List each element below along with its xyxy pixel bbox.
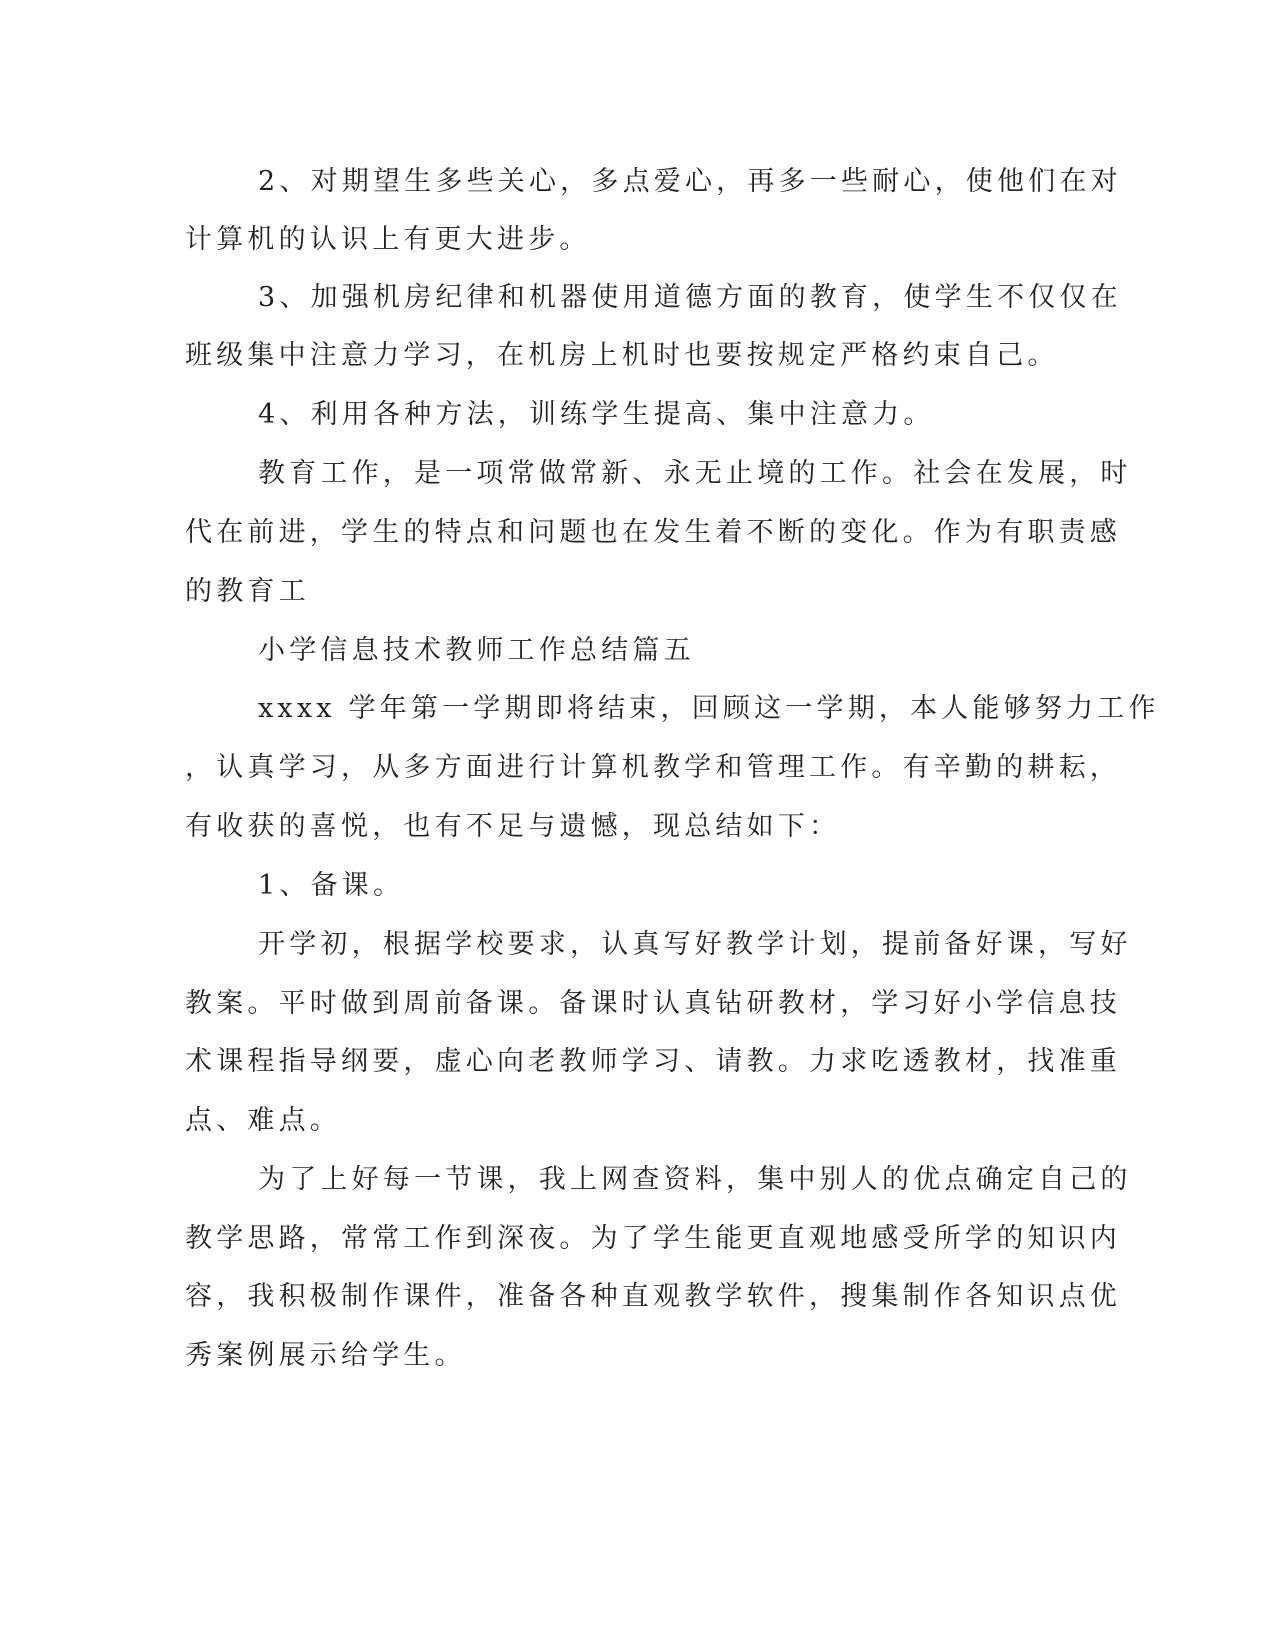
text-line: 1、备课。 [258, 870, 405, 901]
text-line: 代在前进，学生的特点和问题也在发生着不断的变化。作为有职责感 [185, 517, 1121, 548]
text-line: 开学初，根据学校要求，认真写好教学计划，提前备好课，写好 [258, 929, 1132, 960]
text-line: 点、难点。 [185, 1105, 341, 1136]
text-line: 有收获的喜悦，也有不足与遗憾，现总结如下： [185, 811, 841, 842]
text-line: 3、加强机房纪律和机器使用道德方面的教育，使学生不仅仅在 [258, 282, 1122, 313]
text-line: 的教育工 [185, 576, 310, 607]
text-line: xxxx 学年第一学期即将结束，回顾这一学期，本人能够努力工作 [258, 693, 1160, 724]
text-line: 班级集中注意力学习，在机房上机时也要按规定严格约束自己。 [185, 340, 1059, 371]
text-line: ，认真学习，从多方面进行计算机教学和管理工作。有辛勤的耕耘， [185, 752, 1121, 783]
text-line: 4、利用各种方法，训练学生提高、集中注意力。 [258, 399, 935, 430]
text-line: 术课程指导纲要，虚心向老教师学习、请教。力求吃透教材，找准重 [185, 1046, 1121, 1077]
text-line: 容，我积极制作课件，准备各种直观教学软件，搜集制作各知识点优 [185, 1281, 1121, 1312]
text-line: 为了上好每一节课，我上网查资料，集中别人的优点确定自己的 [258, 1164, 1132, 1195]
section-heading: 小学信息技术教师工作总结篇五 [258, 635, 695, 666]
text-line: 2、对期望生多些关心，多点爱心，再多一些耐心，使他们在对 [258, 166, 1122, 197]
text-line: 教育工作，是一项常做常新、永无止境的工作。社会在发展，时 [258, 458, 1132, 489]
text-line: 秀案例展示给学生。 [185, 1340, 466, 1371]
text-line: 计算机的认识上有更大进步。 [185, 224, 591, 255]
text-line: 教学思路，常常工作到深夜。为了学生能更直观地感受所学的知识内 [185, 1223, 1121, 1254]
text-line: 教案。平时做到周前备课。备课时认真钻研教材，学习好小学信息技 [185, 988, 1121, 1019]
